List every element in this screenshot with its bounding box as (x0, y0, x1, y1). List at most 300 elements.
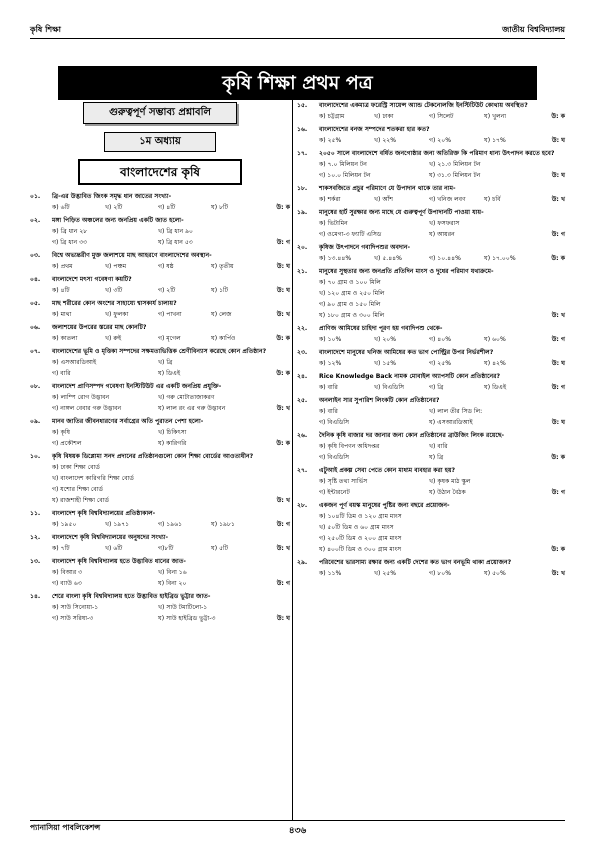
question-number: ১৩. (30, 558, 41, 565)
question-number: ০৬. (30, 324, 41, 331)
question-text (297, 323, 565, 334)
answer-key: উ: খ (276, 311, 290, 318)
option: ঘ) রাজশাহী শিক্ষা বোর্ড (52, 497, 110, 504)
question-number: ০৩. (30, 252, 41, 259)
options-row (297, 218, 565, 240)
question-item (297, 242, 565, 264)
options-row (30, 333, 290, 344)
important-questions-tag: গুরুত্বপূর্ণ সম্ভাব্য প্রশ্নাবলি (83, 102, 237, 124)
option: ক) ১০৪টি ডিম ও ১২০ গ্রাম মাংস (319, 513, 402, 520)
question-stem: মাছ শরীরের কোন অংশের সাহায্যে শ্বাসকার্য চালায়? (52, 300, 177, 307)
question-item (30, 591, 290, 624)
option: ঘ) বিনা ২০ (158, 580, 187, 587)
question-number: ২০. (297, 244, 308, 251)
question-number: ২৪. (297, 373, 308, 380)
option: ক) চট্টগ্রাম (319, 113, 345, 120)
answer-key: উ: ঘ (551, 137, 565, 144)
option: গ) ব্যাউ ৬৩ (52, 580, 82, 587)
option: ক) ১৯৫০ (52, 521, 77, 528)
question-text (30, 191, 290, 202)
options-row (30, 462, 290, 506)
question-text (297, 148, 565, 159)
option: গ) ষষ্ঠ (158, 263, 174, 270)
option: খ) ১২০ গ্রাম ও ২৫০ মিলি (319, 290, 385, 297)
option: ঘ) ৫টি (211, 545, 229, 552)
question-text (30, 346, 290, 357)
question-stem: মানব জাতির জীবনধারণের সর্বাগ্রের অতি পুরাতন পেশা হলো- (52, 418, 204, 425)
question-number: ০২. (30, 217, 41, 224)
option: খ) কৃষক মাঠ স্কুল (429, 478, 471, 485)
footer-rule (30, 820, 565, 821)
options-row (297, 111, 565, 122)
question-number: ২৬. (297, 432, 308, 439)
option: ক) ১১% (319, 570, 342, 577)
question-number: ১৯. (297, 209, 308, 216)
question-stem: কৃষি বিষয়ক ডিপ্লোমা সনদ প্রদানের প্রতিষ্ঠানগুলো কোন শিক্ষা বোর্ডের আওতাধীন? (52, 453, 254, 460)
answer-key: উ: গ (551, 231, 565, 238)
option: খ) ৫.৪৪% (374, 255, 402, 262)
question-item (30, 250, 290, 272)
question-stem: বাংলাদেশে মৎস্য গবেষণা কয়টি? (52, 276, 132, 283)
answer-key: উ: গ (551, 489, 565, 496)
question-item (297, 430, 565, 463)
question-text (30, 215, 290, 226)
option: ক) ৪টি (52, 287, 70, 294)
question-text (297, 371, 565, 382)
question-item (297, 100, 565, 122)
answer-key: উ: গ (551, 336, 565, 343)
question-number: ১৪. (30, 593, 41, 600)
page-title: কৃষি শিক্ষা প্রথম পত্র (58, 66, 537, 100)
option: খ) ১৫% (374, 360, 397, 367)
options-row (30, 357, 290, 379)
question-text (297, 395, 565, 406)
question-number: ১১. (30, 510, 41, 517)
option: গ) ১০.৪৪% (429, 255, 461, 262)
question-item (30, 298, 290, 320)
option: গ) খনিজ লবণ (429, 196, 466, 203)
question-stem: মঙ্গা পিড়িত অঞ্চলের জন্য জনপ্রিয় একটি জাত হলো- (52, 217, 184, 224)
option: গ) মৃগেল (158, 335, 181, 342)
question-item (297, 323, 565, 345)
question-text (297, 500, 565, 511)
question-stem: অনলাইন সার সুপারিশ লিংকটি কোন প্রতিষ্ঠানের? (319, 397, 440, 404)
option: ক) ৭০ গ্রাম ও ১০০ মিলি (319, 279, 381, 286)
answer-key: উ: ক (551, 113, 565, 120)
options-row (30, 427, 290, 449)
question-number: ১২. (30, 534, 41, 541)
question-number: ১৫. (297, 102, 308, 109)
option: গ)৮টি (158, 545, 174, 552)
option: গ) ইন্টারনেট (319, 489, 350, 496)
question-item (30, 381, 290, 414)
answer-key: উ: গ (551, 384, 565, 391)
option: খ) ঢাকা (374, 113, 394, 120)
option: ক) কৃষি বিপণন অধিদপ্তর (319, 443, 380, 450)
question-number: ২৩. (297, 349, 308, 356)
options-row (297, 135, 565, 146)
option: গ) সাউ সরিষা-৩ (52, 615, 94, 622)
option: ঘ) চর্বি (484, 196, 501, 203)
question-text (30, 298, 290, 309)
question-number: ০১. (30, 193, 41, 200)
chapter-tag: ১ম অধ্যায় (104, 132, 216, 152)
question-number: ২৫. (297, 397, 308, 404)
option: ক) প্রথম (52, 263, 73, 270)
question-item (297, 148, 565, 181)
option: ঘ) ব্রি ধান ৫৩ (158, 239, 193, 246)
question-stem: এটুআই প্রকল্প সেবা পেতে কোন মাধ্যম ব্যবহার করা হয়? (319, 467, 456, 474)
question-text (297, 242, 565, 253)
option: গ) ২৫০টি ডিম ও ২০০ গ্রাম মাংস (319, 535, 402, 542)
options-row (30, 226, 290, 248)
option: ঘ) তৃতীয় (211, 263, 234, 270)
question-item (30, 322, 290, 344)
question-stem: কৃষিজ উৎপাদনে গবাদিপশুর অবদান- (319, 244, 411, 251)
question-text (30, 250, 290, 261)
question-text (297, 183, 565, 194)
option: খ) লাল তীর সিড লি: (429, 408, 483, 415)
question-item (30, 556, 290, 589)
question-item (297, 124, 565, 146)
option: ঘ) সাউ হাইব্রিড ভুট্টা-৩ (158, 615, 216, 622)
option: খ) বাংলাদেশ কারিগরি শিক্ষা বোর্ড (52, 475, 134, 482)
option: ঘ) ১৮০ গ্রাম ও ৩০০ মিলি (319, 312, 385, 319)
question-text (297, 557, 565, 568)
option: ক) ৭.০ মিলিয়ন টন (319, 161, 367, 168)
question-number: ১৬. (297, 126, 308, 133)
option: গ) ৯০ গ্রাম ও ১৫০ মিলি (319, 301, 381, 308)
option: গ) প্রকৌশল (52, 440, 82, 447)
option: খ) আঁশ (374, 196, 394, 203)
option: ক) ২৫% (319, 137, 342, 144)
options-row (297, 253, 565, 264)
option: ঘ) কার্পিও (211, 335, 236, 342)
options-row (297, 277, 565, 321)
question-number: ১০. (30, 453, 41, 460)
question-item (30, 451, 290, 506)
header-university: জাতীয় বিশ্ববিদ্যালয় (502, 25, 565, 34)
option: খ) ব্রি (158, 359, 173, 366)
question-item (297, 266, 565, 321)
question-text (30, 416, 290, 427)
question-text (30, 451, 290, 462)
option: ঘ) ৫০% (484, 570, 506, 577)
option: গ) ওমেগা-৩ ফ্যাটি এসিড (319, 231, 382, 238)
option: খ) ২৫% (374, 570, 397, 577)
question-item (297, 557, 565, 579)
question-item (297, 465, 565, 498)
header-subject: কৃষি শিক্ষা (30, 25, 61, 34)
right-column (297, 100, 565, 581)
option: খ) ব্রি ধান ৯০ (158, 228, 194, 235)
options-row (297, 159, 565, 181)
question-item (30, 346, 290, 379)
option: ঘ) কারিগরি (158, 440, 187, 447)
option: গ) ব্রি (429, 384, 444, 391)
option: খ) ৬টি (105, 545, 123, 552)
question-item (30, 274, 290, 296)
option: গ) ১০.০ মিলিয়ন টন (319, 172, 371, 179)
option: ক) মাথা (52, 311, 72, 318)
answer-key: উ: ক (551, 255, 565, 262)
option: খ) ফুলকা (105, 311, 129, 318)
topic-tag: বাংলাদেশের কৃষি (78, 159, 242, 185)
question-item (30, 416, 290, 449)
column-divider (292, 100, 293, 820)
answer-key: উ: খ (276, 497, 290, 504)
question-stem: বাংলাদেশ কৃষি বিশ্ববিদ্যালয়ের প্রতিষ্ঠাকাল- (52, 510, 156, 517)
question-item (297, 207, 565, 240)
question-stem: বাংলাদেশের ভূমি ও মৃত্তিকা সম্পদের সক্ষমতাভিত্তিক শ্রেণীবিন্যাস করেছে কোন প্রতিষ্ঠান? (52, 348, 267, 355)
question-stem: বাংলাদেশের একমাত্র ফরেস্ট্রি সায়েন্স অ্যান্ড টেকনোলজি ইনস্টিটিউট কোথায় অবস্থিত? (319, 102, 528, 109)
question-text (297, 430, 565, 441)
options-row (297, 358, 565, 369)
question-item (297, 500, 565, 555)
question-text (30, 532, 290, 543)
answer-key: উ: খ (276, 405, 290, 412)
question-text (297, 124, 565, 135)
option: খ) ফসফরাস (429, 220, 460, 227)
question-number: ২৮. (297, 502, 308, 509)
question-number: ০৪. (30, 276, 41, 283)
option: গ) ২৫% (429, 360, 452, 367)
option: ক) সৃষ্টি তথ্য সার্ভিস (319, 478, 368, 485)
question-stem: বাংলাদেশ কৃষি বিশ্ববিদ্যালয় হতে উদ্ভাবিত ধানের জাত- (52, 558, 186, 565)
option: খ) ১৯৭১ (105, 521, 130, 528)
question-number: ১৭. (297, 150, 308, 157)
option: ঘ) ১৯৮১ (211, 521, 235, 528)
question-text (30, 508, 290, 519)
question-item (297, 183, 565, 205)
question-list-left (30, 191, 290, 624)
option: খ) সাউ টমাটিলো-১ (158, 604, 208, 611)
question-text (297, 266, 565, 277)
option: ক) ঢাকা শিক্ষা বোর্ড (52, 464, 100, 471)
question-text (30, 591, 290, 602)
question-stem: দৈনিক কৃষি বাজার দর জানার জন্য কোন প্রতিষ্ঠানের ব্রাউজিং লিংক রয়েছে- (319, 432, 505, 439)
options-row (30, 309, 290, 320)
option: ক) সাউ সিনোয়া-১ (52, 604, 99, 611)
question-stem: বাংলাদেশে মানুষের খনিজ আমিষের কত ভাগ পোল্ট্রির উপর নির্ভরশীল? (319, 349, 494, 356)
options-row (297, 406, 565, 428)
options-row (297, 511, 565, 555)
question-text (30, 556, 290, 567)
question-list-right (297, 100, 565, 579)
option: গ) যশোর শিক্ষা বোর্ড (52, 486, 104, 493)
question-stem: প্রাণিজ আমিষের চাহিদা পূরণ হয় গবাদিপশু থেকে- (319, 325, 443, 332)
option: ঘ) ১টি (211, 287, 229, 294)
question-stem: শাকসবজিতে প্রচুর পরিমাণে যে উপাদান থাকে তার নাম- (319, 185, 456, 192)
question-item (30, 215, 290, 248)
option: গ) সিলেট (429, 113, 454, 120)
answer-key: উ: গ (276, 239, 290, 246)
option: ক) ভিটামিন (319, 220, 348, 227)
question-stem: বাংলাদেশ প্রাণিসম্পদ গবেষণা ইনস্টিটিউট এর একটি জনপ্রিয় প্রযুক্তি- (52, 383, 222, 390)
answer-key: উ: খ (551, 570, 565, 577)
option: খ) ৩টি (105, 287, 123, 294)
page-number: ৪৩৬ (288, 826, 307, 836)
option: ক) ১২% (319, 360, 342, 367)
publisher-name: প্যানাসিয়া পাবলিকেশন্স (30, 823, 101, 832)
question-number: ২৭. (297, 467, 308, 474)
answer-key: উ: ঘ (551, 360, 565, 367)
option: গ) ৮০% (429, 570, 452, 577)
option: ঘ) ১৭.০০% (484, 255, 516, 262)
options-row (297, 568, 565, 579)
option: ক) ৬টি (52, 204, 70, 211)
question-item (30, 532, 290, 554)
answer-key: উ: খ (551, 312, 565, 319)
option: খ) বিনা ১৬ (158, 569, 187, 576)
question-item (297, 395, 565, 428)
answer-key: উ: ক (276, 370, 290, 377)
question-stem: শেরে বাংলা কৃষি বিশ্ববিদ্যালয় হতে উদ্ভাবিত হাইব্রিড ভুট্টার জাত- (52, 593, 211, 600)
option: ক) বিআর ৩ (52, 569, 83, 576)
option: ক) ৭টি (52, 545, 70, 552)
option: ঘ) ৪২% (484, 360, 506, 367)
option: গ) ৪টি (158, 204, 176, 211)
answer-key: উ: ক (276, 440, 290, 447)
question-stem: ২০৫০ সালে বাংলাদেশে বর্ধিত জনগোষ্ঠার জন্য অতিরিক্ত কি পরিমাণ ধান্য উৎপাদন করতে হবে? (319, 150, 555, 157)
options-row (30, 202, 290, 213)
question-number: ২১. (297, 268, 308, 275)
options-row (30, 261, 290, 272)
option: ক) ১০% (319, 336, 342, 343)
option: গ) ১৯৬১ (158, 521, 183, 528)
question-stem: বাংলাদেশের বনজ সম্পদের শতকরা হার কত? (319, 126, 430, 133)
option: খ) চিকিৎসা (158, 429, 187, 436)
option: খ) ২১.৩ মিলিয়ন টন (429, 161, 481, 168)
option: গ) বিএডিসি (319, 419, 350, 426)
answer-key: উ: ঘ (551, 419, 565, 426)
question-stem: মানুষের হার্ট সুরক্ষার জন্য মাছে যে গুরুত্বপূর্ণ উপাদানটি পাওয়া যায়- (319, 209, 484, 216)
option: ঘ) খুলনা (484, 113, 507, 120)
option: ক) শর্করা (319, 196, 341, 203)
answer-key: উ: খ (276, 545, 290, 552)
option: ক) কৃষি (52, 429, 70, 436)
option: খ) ২০% (374, 336, 397, 343)
question-number: ০৮. (30, 383, 41, 390)
option: গ) ২০% (429, 137, 452, 144)
options-row (30, 285, 290, 296)
question-text (30, 381, 290, 392)
answer-key: উ: গ (276, 521, 290, 528)
question-text (297, 100, 565, 111)
answer-key: উ: ক (551, 454, 565, 461)
left-column (30, 100, 290, 626)
option: ঘ) ৩১.৩ মিলিয়ন টন (429, 172, 481, 179)
question-text (30, 322, 290, 333)
options-row (30, 567, 290, 589)
question-number: ১৮. (297, 185, 308, 192)
option: ক) কাতলা (52, 335, 78, 342)
answer-key: উ: ক (551, 546, 565, 553)
question-stem: একজন পূর্ণ বয়স্ক মানুষের পুষ্টির জন্য বছরে প্রয়োজন- (319, 502, 450, 509)
answer-key: উ: ক (276, 204, 290, 211)
question-text (297, 207, 565, 218)
option: খ) রুই (105, 335, 122, 342)
question-number: ২২. (297, 325, 308, 332)
option: ঘ) লাল রং এর গরু উদ্ভাবন (158, 405, 226, 412)
option: গ) বিএডিসি (319, 454, 350, 461)
options-row (297, 194, 565, 205)
options-row (297, 476, 565, 498)
option: ঘ) এসআরডিআই (429, 419, 473, 426)
options-row (297, 334, 565, 345)
header-rule (30, 38, 565, 39)
option: খ) ২টি (105, 204, 123, 211)
question-stem: জলাশয়ের উপরের স্তরের মাছ কোনটি? (52, 324, 147, 331)
question-item (297, 347, 565, 369)
option: ঘ) ৪০০টি ডিম ও ৩০০ গ্রাম মাংস (319, 546, 402, 553)
question-stem: বাংলাদেশে কৃষি বিশ্ববিদ্যালয়ের অনুষদের সংখ্যা- (52, 534, 169, 541)
options-row (30, 519, 290, 530)
option: ঘ) লেজ (211, 311, 232, 318)
option: গ) ব্রি ধান ৩৩ (52, 239, 88, 246)
question-number: ০৯. (30, 418, 41, 425)
question-item (30, 508, 290, 530)
options-row (30, 392, 290, 414)
option: খ) বারি (429, 443, 448, 450)
question-stem: পরিবেশের ভারসাম্য রক্ষার জন্য একটি দেশের কত ভাগ বনভূমি থাকা প্রয়োজন? (319, 559, 512, 566)
option: ঘ) ব্রি (429, 454, 444, 461)
option: ক) বারি (319, 384, 338, 391)
answer-key: উ: ঘ (551, 172, 565, 179)
answer-key: উ: ঘ (276, 263, 290, 270)
options-row (30, 602, 290, 624)
option: গ) নাঙ্গল বেবার গরু উদ্ভাবন (52, 405, 122, 412)
question-stem: Rice Knowledge Back নামক মোবাইল অ্যাপসটি কোন প্রতিষ্ঠানের? (319, 373, 501, 380)
option: ঘ) ১৭% (484, 137, 506, 144)
answer-key: উ: গ (276, 580, 290, 587)
question-stem: বিশ্বে অভ্যন্তরীণ মুক্ত জলাশয়ে মাছ আহরণে বাংলাদেশের অবস্থান- (52, 252, 212, 259)
option: খ) গরু মোটাতাজাকরণ (158, 394, 215, 401)
option: খ) ২২% (374, 137, 397, 144)
option: ঘ) ডিএই (484, 384, 507, 391)
option: ঘ) আয়রন (429, 231, 455, 238)
option: খ) পঞ্চম (105, 263, 127, 270)
option: ক) ১৩.৪৪% (319, 255, 352, 262)
answer-key: উ: ঘ (276, 287, 290, 294)
option: গ) ২টি (158, 287, 176, 294)
question-number: ০৭. (30, 348, 41, 355)
option: ঘ) উঠান বৈঠক (429, 489, 466, 496)
answer-key: উ: খ (551, 196, 565, 203)
option: ঘ) ৬০% (484, 336, 506, 343)
options-row (30, 543, 290, 554)
question-item (297, 371, 565, 393)
answer-key: উ: ক (276, 335, 290, 342)
option: ক) লাম্পি রোগ উদ্ভাবন (52, 394, 110, 401)
option: ক) এসআরডিআই (52, 359, 97, 366)
running-header (30, 24, 565, 38)
question-text (297, 465, 565, 476)
options-row (297, 441, 565, 463)
option: খ) বিএডিসি (374, 384, 405, 391)
question-stem: ব্রি-এর উদ্ভাবিত জিংক সমৃদ্ধ ধান জাতের সংখ্যা- (52, 193, 172, 200)
option: ক) বারি (319, 408, 338, 415)
question-number: ০৫. (30, 300, 41, 307)
option: ঘ) ডিএই (158, 370, 181, 377)
question-number: ২৯. (297, 559, 308, 566)
question-stem: মানুষের সুস্থতার জন্য জনপ্রতি প্রতিদিন মাংস ও দুধের পরিমাণ যথাক্রমে- (319, 268, 494, 275)
option: গ) ৪০% (429, 336, 452, 343)
option: গ) বারি (52, 370, 71, 377)
question-text (30, 274, 290, 285)
question-text (297, 347, 565, 358)
option: ঘ) ৮টি (211, 204, 229, 211)
